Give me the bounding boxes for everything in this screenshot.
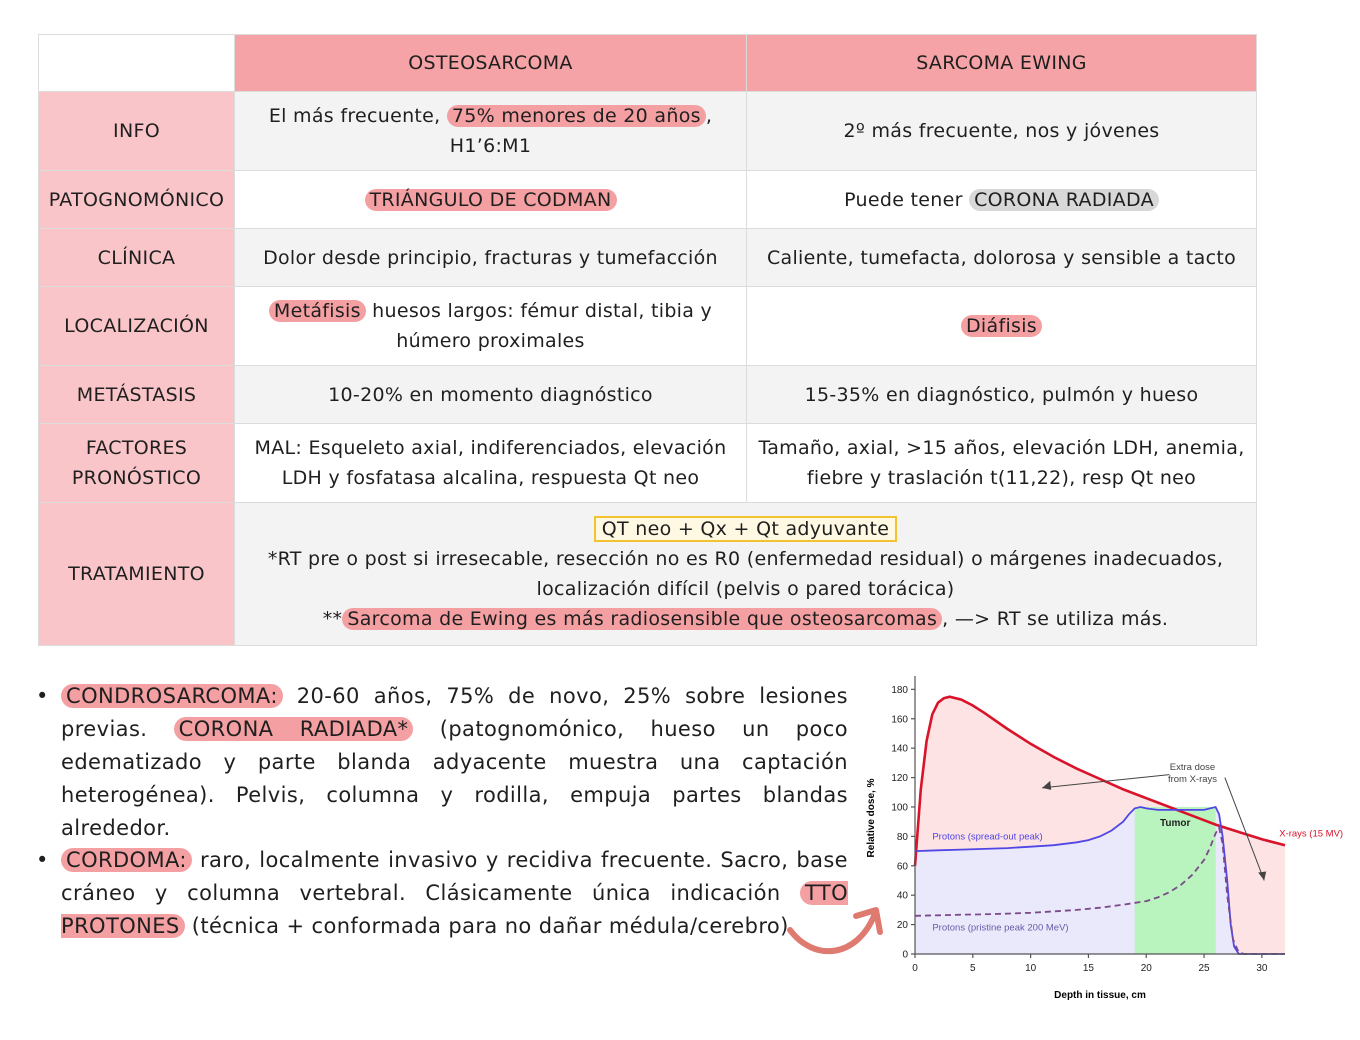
y-tick-label: 160 — [891, 714, 908, 726]
cell-info-osteo: El más frecuente, 75% menores de 20 años , H1’6:M1 — [235, 92, 747, 171]
x-tick-label: 5 — [970, 963, 976, 974]
highlight-gray: CORONA RADIADA — [969, 189, 1159, 211]
row-label-info: INFO — [39, 92, 235, 171]
dose-depth-chart — [858, 668, 1354, 1008]
label-protons-spread: Protons (spread-out peak) — [932, 831, 1043, 843]
header-osteosarcoma: OSTEOSARCOMA — [235, 35, 747, 92]
x-tick-label: 10 — [1025, 963, 1037, 974]
y-tick-labels — [891, 685, 908, 961]
row-label-localizacion: LOCALIZACIÓN — [39, 287, 235, 366]
highlight: CORONA RADIADA* — [174, 717, 414, 741]
header-sarcoma-ewing: SARCOMA EWING — [747, 35, 1257, 92]
row-label-clinica: CLÍNICA — [39, 229, 235, 287]
y-tick-label: 40 — [896, 890, 908, 902]
cell-local-ewing — [747, 287, 1257, 366]
row-label-patognomonico: PATOGNOMÓNICO — [39, 171, 235, 229]
y-tick-label: 180 — [891, 684, 908, 696]
x-tick-label: 20 — [1140, 963, 1152, 974]
highlight: Sarcoma de Ewing es más radiosensible que osteosarcomas — [342, 608, 942, 630]
comparison-table — [38, 34, 1257, 646]
cell-info-ewing: 2º más frecuente, nos y jóvenes — [747, 92, 1257, 171]
y-tick-label: 0 — [902, 949, 908, 961]
highlight: Diáfisis — [961, 315, 1042, 337]
highlight: 75% menores de 20 años — [447, 105, 706, 127]
cell-clinica-ewing: Caliente, tumefacta, dolorosa y sensible a tacto — [747, 229, 1257, 287]
cell-factores-ewing: Tamaño, axial, >15 años, elevación LDH, anemia, fiebre y traslación t(11,22), resp Qt neo — [747, 424, 1257, 503]
y-tick-label: 60 — [896, 861, 908, 873]
cell-pato-osteo — [235, 171, 747, 229]
highlight: CONDROSARCOMA: — [61, 684, 283, 708]
cell-pato-ewing: Puede tener CORONA RADIADA — [747, 171, 1257, 229]
label-extra-dose-0: Extra dose — [1169, 762, 1216, 774]
cell-meta-osteo: 10-20% en momento diagnóstico — [235, 366, 747, 424]
cell-local-osteo: Metáfisis huesos largos: fémur distal, tibia y húmero proximales — [235, 287, 747, 366]
label-tumor: Tumor — [1159, 818, 1191, 830]
row-label-factores: FACTORES PRONÓSTICO — [39, 424, 235, 503]
cell-meta-ewing: 15-35% en diagnóstico, pulmón y hueso — [747, 366, 1257, 424]
x-tick-label: 15 — [1082, 963, 1094, 974]
cell-factores-osteo: MAL: Esqueleto axial, indiferenciados, elevación LDH y fosfatasa alcalina, respuesta Qt neo — [235, 424, 747, 503]
highlight: Metáfisis — [269, 300, 366, 322]
cell-tratamiento: QT neo + Qx + Qt adyuvante *RT pre o post si irresecable, resección no es R0 (enfermedad residual) o márgenes inadecuados, localización difícil (pelvis o pared torácica) ** Sarcoma de Ewing es más radiosensible que osteosarcomas , —> RT se utiliza más. — [235, 503, 1257, 646]
highlight: TTO PROTONES — [61, 881, 848, 938]
label-extra-dose-1: from X-rays — [1167, 773, 1218, 785]
corner-cell — [39, 35, 235, 92]
x-tick-label: 30 — [1256, 963, 1268, 974]
label-protons-pristine: Protons (pristine peak 200 MeV) — [932, 922, 1069, 934]
y-tick-label: 120 — [891, 773, 908, 785]
y-tick-label: 80 — [896, 831, 908, 843]
bullet-condrosarcoma: • CONDROSARCOMA: 20-60 años, 75% de novo, 25% sobre lesiones previas. CORONA RADIADA* (patognomónico, hueso un poco edematizado y parte blanda adyacente muestra una captación heterogénea). Pelvis, columna y rodilla, empuja partes blandas alrededor. — [38, 680, 848, 845]
row-label-tratamiento: TRATAMIENTO — [39, 503, 235, 646]
x-axis-label: Depth in tissue, cm — [1054, 990, 1146, 1001]
y-tick-label: 100 — [891, 802, 908, 814]
cell-clinica-osteo: Dolor desde principio, fracturas y tumefacción — [235, 229, 747, 287]
label-xrays: X-rays (15 MV) — [1279, 828, 1344, 840]
y-tick-label: 20 — [896, 920, 908, 932]
y-tick-label: 140 — [891, 743, 908, 755]
x-tick-label: 25 — [1198, 963, 1210, 974]
x-tick-labels — [912, 963, 1268, 974]
bullet-dot: • — [36, 848, 49, 872]
bullet-cordoma: • CORDOMA: raro, localmente invasivo y recidiva frecuente. Sacro, base cráneo y columna vertebral. Clásicamente única indicación TTO PROTONES (técnica + conformada para no dañar médula/cerebro) — [38, 844, 848, 943]
x-tick-label: 0 — [912, 963, 918, 974]
y-axis-label: Relative dose, % — [866, 778, 877, 858]
highlight-box: QT neo + Qx + Qt adyuvante — [594, 516, 897, 542]
highlight: TRIÁNGULO DE CODMAN — [365, 189, 617, 211]
row-label-metastasis: METÁSTASIS — [39, 366, 235, 424]
bullet-dot: • — [36, 684, 49, 708]
highlight: CORDOMA: — [61, 848, 192, 872]
